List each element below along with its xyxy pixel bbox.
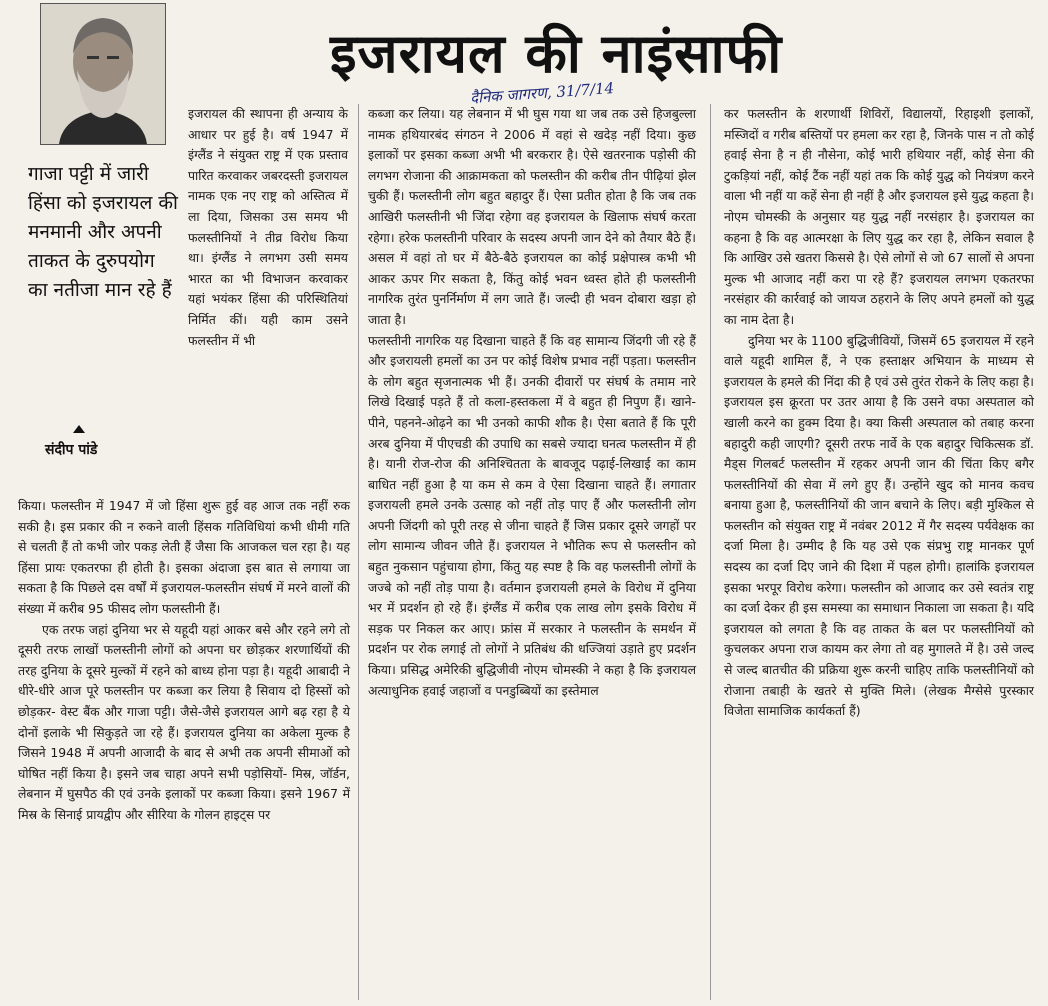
column-divider [710, 104, 711, 1000]
paragraph: दुनिया भर के 1100 बुद्धिजीवियों, जिसमें 65 इजरायल में रहने वाले यहूदी शामिल हैं, ने एक हस्ताक्षर अभियान के माध्यम से इजरायल के हमले की निंदा की है एवं उसे तुरंत रोकने के लिए कहा है। इजरायल इस क्रूरता पर उतर आया है कि उसने वफा अस्पताल को खाली करने का हुक्म दिया है। क्या किसी अस्पताल को तबाह करना बहादुरी कही जाएगी? दूसरी तरफ नार्वे के एक बहादुर चिकित्सक डॉ. मैड्स गिलबर्ट फलस्तीन में रहकर अपनी जान की चिंता किए बगैर फलस्तीनियों की सेवा में लगे हुए हैं। उन्होंने खुद को मानव कवच बनाया हुआ है, फलस्तीनियों की जान बचाने के लिए। बड़ी मुश्किल से फलस्तीन को संयुक्त राष्ट्र में नवंबर 2012 में गैर सदस्य पर्यवेक्षक का दर्जा मिला है। उम्मीद है कि यह उसे एक संप्रभु राष्ट्र मानकर पूर्ण सदस्य का दर्जा दिए जाने की दिशा में पहल होगी। हालांकि इजरायल इसका भरपूर विरोध करेगा। फलस्तीन को आजाद कर उसे स्वतंत्र राष्ट्र का दर्जा देकर ही इस समस्या का समाधान निकाला जा सकता है। यदि इजरायल को लगता है कि वह ताकत के बल पर फलस्तीनियों को कुचलकर अपना राज कायम कर लेगा तो वह मुगालते में है। उसे जल्द से जल्द बातचीत की प्रक्रिया शुरू करनी चाहिए ताकि फलस्तीनियों को रोजाना तबाही के खतरे से मुक्ति मिले। (लेखक मैग्सेसे पुरस्कार विजेता सामाजिक कार्यकर्ता हैं) [724, 332, 1034, 719]
handwritten-date-note: दैनिक जागरण, 31/7/14 [469, 78, 615, 108]
author-portrait-icon [41, 4, 165, 144]
column-3 [724, 104, 1034, 722]
column-2 [368, 104, 696, 701]
headline: इजरायल की नाइंसाफी [330, 22, 783, 85]
paragraph: फलस्तीनी नागरिक यह दिखाना चाहते हैं कि वह सामान्य जिंदगी जी रहे हैं और इजरायली हमलों का उन पर कोई विशेष प्रभाव नहीं पड़ता। फलस्तीन के लोग बहुत सृजनात्मक भी हैं। उनकी दीवारों पर संघर्ष के तमाम नारे लिखे दिखाई पड़ते हैं तो कला-हस्तकला में वे बहुत ही निपुण हैं। खाने-पीने, पहनने-ओढ़ने का भी उनको काफी शौक है। ऐसा बताते हैं कि पूरी अरब दुनिया में पीएचडी की उपाधि का सबसे ज्यादा घनत्व फलस्तीन में ही है। यानी रोज-रोज की अनिश्चितता के बावजूद पढ़ाई-लिखाई का काम बाधित नहीं हुआ है या कम से कम वे ऐसा दिखाना चाहते हैं। लगातार इजरायली हमले उनके उत्साह को नहीं तोड़ पाए हैं और फलस्तीनी लोग अपनी जिंदगी को पूरी तरह से जीना चाहते हैं जिस प्रकार दूसरे जगहों पर लोग सामान्य जीवन जीते हैं। इजरायल ने भौतिक रूप से फलस्तीन को बहुत नुकसान पहुंचाया होगा, किंतु यह स्पष्ट है कि वह फलस्तीनी लोगों के जज्बे को नहीं तोड़ पाया है। वर्तमान इजरायली हमले के विरोध में दुनिया भर में प्रदर्शन हो रहे हैं। इंग्लैंड में करीब एक लाख लोग इसके विरोध में सड़क पर निकल कर आए। फ्रांस में सरकार ने फलस्तीन के समर्थन में प्रदर्शन पर रोक लगाई तो लोगों ने प्रतिबंध की धज्जियां उड़ाते हुए प्रदर्शन किया। प्रसिद्ध अमेरिकी बुद्धिजीवी नोएम चोमस्की ने कहा है कि इजरायल अत्याधुनिक हवाई जहाजों व पनडुब्बियों का इस्तेमाल [368, 332, 696, 698]
author-photo [40, 3, 166, 145]
column-divider [358, 104, 359, 1000]
paragraph: कब्जा कर लिया। यह लेबनान में भी घुस गया था जब तक उसे हिजबुल्ला नामक हथियारबंद संगठन ने 2006 में वहां से खदेड़ नहीं दिया। कुछ इलाकों पर इसका कब्जा अभी भी बरकरार है। ऐसे खतरनाक पड़ोसी की लगभग रोजाना की आक्रामकता को फलस्तीन की करीब तीन पीढ़ियां झेल चुकी हैं। फलस्तीनी लोग बहुत बहादुर हैं। ऐसा प्रतीत होता है कि जब तक आखिरी फलस्तीनी भी जिंदा रहेगा वह इजरायल के खिलाफ संघर्ष करता रहेगा। हरेक फलस्तीनी परिवार के सदस्य अपनी जान देने को तैयार बैठे हैं। असल में वहां तो घर में बैठे-बैठे इजरायल का कोई प्रक्षेपास्त्र कभी भी आकर ऊपर गिर सकता है, किंतु कोई भवन ध्वस्त होते ही फलस्तीनी नागरिक तुरंत पुनर्निर्माण में लग जाते हैं। जल्दी ही भवन दोबारा खड़ा हो जाता है। [368, 106, 696, 327]
paragraph: किया। फलस्तीन में 1947 में जो हिंसा शुरू हुई वह आज तक नहीं रुक सकी है। इस प्रकार की न रुकने वाली हिंसक गतिविधियां कभी धीमी गति से चलती हैं तो कभी जोर पकड़ लेती हैं जैसा कि आजकल चल रहा है। यह हिंसा प्रायः एकतरफा ही होती है। इसका अंदाजा इस बात से लगाया जा सकता है कि पिछले दस वर्षों में इजरायल-फलस्तीन संघर्ष में मरने वालों की संख्या में करीब 95 फीसद लोग फलस्तीनी हैं। [18, 498, 350, 616]
byline-triangle-icon [73, 425, 85, 433]
paragraph: एक तरफ जहां दुनिया भर से यहूदी यहां आकर बसे और रहने लगे तो दूसरी तरफ लाखों फलस्तीनी लोगों को अपना घर छोड़कर शरणार्थियों की तरह दुनिया के दूसरे मुल्कों में रहने को बाध्य होना पड़ा है। यहूदी आबादी ने धीरे-धीरे आज पूरे फलस्तीन पर कब्जा कर लिया है सिवाय दो हिस्सों को छोड़कर- वेस्ट बैंक और गाजा पट्टी। जैसे-जैसे इजरायल आगे बढ़ रहा है ये दोनों इलाके भी सिकुड़ते जा रहे हैं। इजरायल दुनिया का अकेला मुल्क है जिसने 1948 में अपनी आजादी के बाद से अभी तक अपनी सीमाओं को घोषित नहीं किया है। इसने जब चाहा अपने सभी पड़ोसियों- मिस्र, जॉर्डन, लेबनान में घुसपैठ की एवं उनके इलाकों पर कब्जा किया। इसने 1967 में मिस्र के सिनाई प्रायद्वीप और सीरिया के गोलन हाइट्स पर [18, 621, 350, 822]
paragraph: इजरायल की स्थापना ही अन्याय के आधार पर हुई है। वर्ष 1947 में इंग्लैंड ने संयुक्त राष्ट्र में एक प्रस्ताव पारित करवाकर जबरदस्ती इजरायल नामक एक नए राष्ट्र को अस्तित्व में ला दिया, जिसका उस समय भी फलस्तीनियों ने तीव्र विरोध किया था। इंग्लैंड ने लगभग उसी समय भारत का भी विभाजन करवाकर यहां भयंकर हिंसा की परिस्थितियां निर्मित कीं। यही काम उसने फलस्तीन में भी [188, 106, 348, 348]
column-1-top [188, 104, 348, 351]
author-byline: संदीप पांडे [45, 442, 98, 458]
column-1-bottom [18, 496, 350, 826]
paragraph: कर फलस्तीन के शरणार्थी शिविरों, विद्यालयों, रिहाइशी इलाकों, मस्जिदों व गरीब बस्तियों पर हमला कर रहा है, जिनके पास न तो कोई हवाई सेना है न ही नौसेना, कोई भारी हथियार नहीं, कोई सेना की टुकड़ियां नहीं, कोई टैंक नहीं यहां तक कि कोई युद्ध को नियंत्रण करने वाला भी नहीं या कहें सेना ही नहीं है और इजरायल इसे युद्ध कहता है। नोएम चोमस्की के अनुसार यह युद्ध नहीं नरसंहार है। इजरायल का कहना है कि वह आत्मरक्षा के लिए युद्ध कर रहा है, लेकिन सवाल है कि आखिर उसे खतरा किससे है। ऐसे लोगों से जो 67 सालों से अपना मुल्क भी आजाद नहीं करा पा रहे हैं? इजरायल लगभग एकतरफा नरसंहार की कार्रवाई को जायज ठहराने के लिए अपने हमलों को युद्ध का नाम देता है। [724, 106, 1034, 327]
deck-text: गाजा पट्टी में जारी हिंसा को इजरायल की मनमानी और अपनी ताकत के दुरुपयोग का नतीजा मान रहे हैं [28, 163, 178, 301]
